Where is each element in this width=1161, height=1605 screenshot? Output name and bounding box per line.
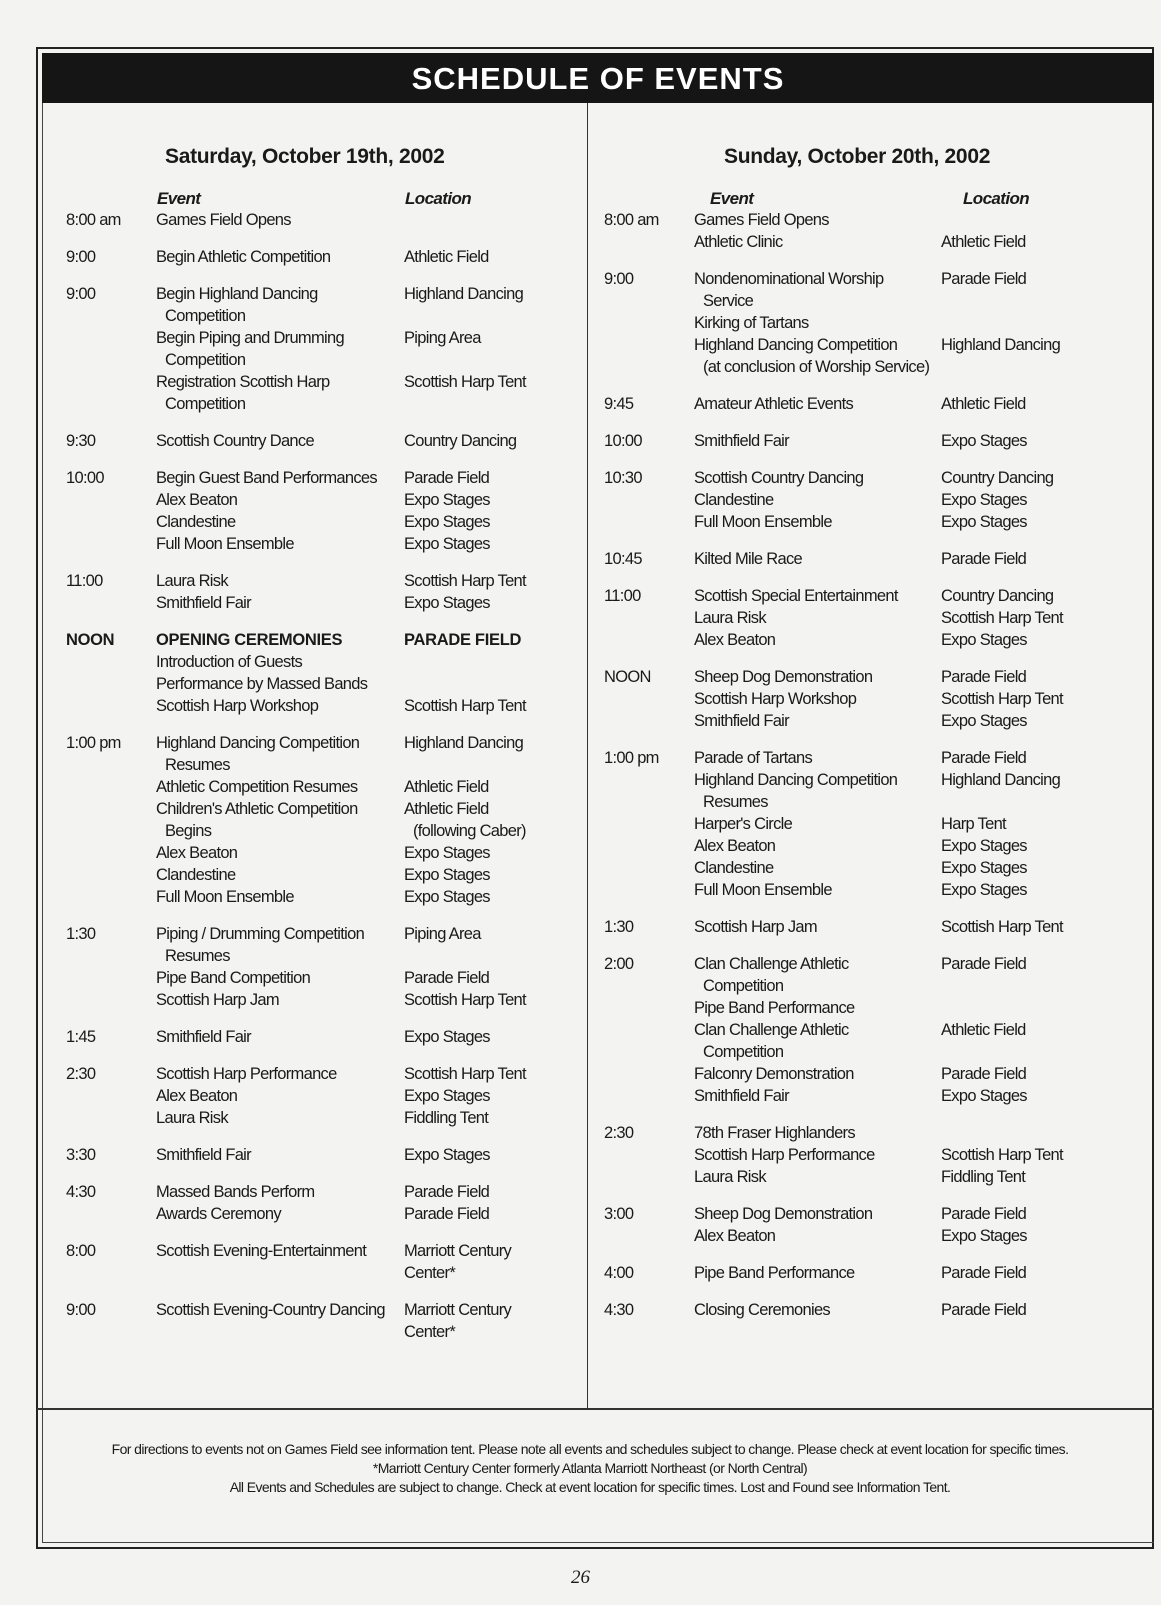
event-time: 9:30 bbox=[66, 432, 96, 450]
event-name: Clandestine bbox=[694, 859, 774, 877]
event-name: Smithfield Fair bbox=[156, 1146, 251, 1164]
event-name: Alex Beaton bbox=[694, 1227, 776, 1245]
event-name: Kirking of Tartans bbox=[694, 314, 809, 332]
event-location: Scottish Harp Tent bbox=[941, 918, 1063, 936]
event-name: Smithfield Fair bbox=[156, 1028, 251, 1046]
event-time: 8:00 bbox=[66, 1242, 96, 1260]
event-name: Closing Ceremonies bbox=[694, 1301, 830, 1319]
footer-note: For directions to events not on Games Field see information tent. Please note all events and schedules subject to change. Please check at event location for specific times. bbox=[111, 1441, 1069, 1457]
event-name: Pipe Band Performance bbox=[694, 999, 855, 1017]
event-time: NOON bbox=[604, 668, 651, 686]
event-location: Parade Field bbox=[941, 955, 1027, 973]
event-location: Parade Field bbox=[941, 749, 1027, 767]
event-location: Highland Dancing bbox=[941, 771, 1061, 789]
event-name: Children's Athletic Competition bbox=[156, 800, 358, 818]
event-time: 4:30 bbox=[604, 1301, 634, 1319]
event-time: 3:30 bbox=[66, 1146, 96, 1164]
event-time: 10:45 bbox=[604, 550, 642, 568]
event-name: (at conclusion of Worship Service) bbox=[703, 358, 930, 376]
event-location: Expo Stages bbox=[941, 513, 1027, 531]
event-name: Alex Beaton bbox=[694, 837, 776, 855]
event-name: Pipe Band Competition bbox=[156, 969, 311, 987]
event-time: 1:45 bbox=[66, 1028, 96, 1046]
event-name: Scottish Special Entertainment bbox=[694, 587, 898, 605]
event-location: Expo Stages bbox=[941, 1227, 1027, 1245]
event-time: 9:00 bbox=[604, 270, 634, 288]
event-time: 9:00 bbox=[66, 1301, 96, 1319]
sunday-event-header: Event bbox=[710, 189, 754, 208]
event-time: 1:30 bbox=[604, 918, 634, 936]
event-name: Awards Ceremony bbox=[156, 1205, 281, 1223]
event-location: Athletic Field bbox=[404, 248, 489, 266]
event-location: Country Dancing bbox=[941, 587, 1054, 605]
event-location: Parade Field bbox=[404, 1183, 490, 1201]
event-name: Massed Bands Perform bbox=[156, 1183, 315, 1201]
event-location: Parade Field bbox=[941, 1264, 1027, 1282]
event-time: 4:30 bbox=[66, 1183, 96, 1201]
event-name: Clan Challenge Athletic bbox=[694, 955, 849, 973]
event-name: Alex Beaton bbox=[156, 1087, 238, 1105]
event-location: Expo Stages bbox=[404, 866, 490, 884]
event-name: Competition bbox=[165, 307, 246, 325]
event-name: Scottish Harp Jam bbox=[156, 991, 279, 1009]
event-location: Expo Stages bbox=[404, 594, 490, 612]
event-location: Expo Stages bbox=[404, 1028, 490, 1046]
event-name: Harper's Circle bbox=[694, 815, 793, 833]
event-name: Begin Athletic Competition bbox=[156, 248, 331, 266]
event-time: 1:00 pm bbox=[66, 734, 121, 752]
event-name: Alex Beaton bbox=[694, 631, 776, 649]
event-name: Registration Scottish Harp bbox=[156, 373, 330, 391]
event-location: Highland Dancing bbox=[404, 285, 524, 303]
event-name: Sheep Dog Demonstration bbox=[694, 1205, 873, 1223]
event-location: Scottish Harp Tent bbox=[941, 609, 1063, 627]
event-name: Full Moon Ensemble bbox=[156, 888, 294, 906]
sunday-location-header: Location bbox=[963, 189, 1030, 208]
event-time: 4:00 bbox=[604, 1264, 634, 1282]
event-name: Begin Highland Dancing bbox=[156, 285, 318, 303]
event-location: (following Caber) bbox=[413, 822, 526, 840]
event-time: 10:30 bbox=[604, 469, 642, 487]
event-location: Expo Stages bbox=[404, 844, 490, 862]
event-name: Laura Risk bbox=[156, 1109, 228, 1127]
event-time: 8:00 am bbox=[66, 211, 121, 229]
footer-note: *Marriott Century Center formerly Atlanta Marriott Northeast (or North Central) bbox=[372, 1460, 808, 1476]
event-name: Resumes bbox=[703, 793, 768, 811]
event-location: Expo Stages bbox=[404, 491, 490, 509]
event-location: Athletic Field bbox=[941, 233, 1026, 251]
footer-notes bbox=[40, 1440, 1140, 1497]
event-location: Scottish Harp Tent bbox=[404, 373, 526, 391]
event-name: Scottish Country Dancing bbox=[694, 469, 864, 487]
event-location: Fiddling Tent bbox=[941, 1168, 1026, 1186]
event-name: Scottish Harp Performance bbox=[156, 1065, 337, 1083]
event-location: Expo Stages bbox=[404, 513, 490, 531]
event-location: Parade Field bbox=[941, 1205, 1027, 1223]
event-name: Pipe Band Performance bbox=[694, 1264, 855, 1282]
event-location: Expo Stages bbox=[941, 859, 1027, 877]
event-name: Scottish Evening-Country Dancing bbox=[156, 1301, 385, 1319]
event-time: 11:00 bbox=[66, 572, 103, 590]
event-time: 8:00 am bbox=[604, 211, 659, 229]
event-name: Clandestine bbox=[156, 866, 236, 884]
event-name: Smithfield Fair bbox=[694, 432, 789, 450]
footer-divider bbox=[37, 1408, 1154, 1410]
event-location: Parade Field bbox=[404, 469, 490, 487]
event-name: Smithfield Fair bbox=[694, 712, 789, 730]
event-name: Introduction of Guests bbox=[156, 653, 303, 671]
event-name: Laura Risk bbox=[694, 609, 766, 627]
event-location: Scottish Harp Tent bbox=[941, 1146, 1063, 1164]
event-location: Expo Stages bbox=[941, 712, 1027, 730]
event-name: Scottish Evening-Entertainment bbox=[156, 1242, 367, 1260]
event-location: Marriott Century bbox=[404, 1301, 512, 1319]
event-location: Highland Dancing bbox=[941, 336, 1061, 354]
event-name: Athletic Competition Resumes bbox=[156, 778, 358, 796]
event-time: 2:30 bbox=[604, 1124, 634, 1142]
event-name: Competition bbox=[165, 351, 246, 369]
event-name: Games Field Opens bbox=[694, 211, 829, 229]
event-name: Highland Dancing Competition bbox=[156, 734, 360, 752]
event-location: Fiddling Tent bbox=[404, 1109, 489, 1127]
event-location: Center* bbox=[404, 1264, 456, 1282]
event-name: Athletic Clinic bbox=[694, 233, 783, 251]
event-name: Laura Risk bbox=[156, 572, 228, 590]
event-location: Parade Field bbox=[941, 1301, 1027, 1319]
event-time: 1:30 bbox=[66, 925, 96, 943]
event-name: Laura Risk bbox=[694, 1168, 766, 1186]
column-divider bbox=[587, 103, 588, 1408]
event-name: Highland Dancing Competition bbox=[694, 771, 898, 789]
event-name: Nondenominational Worship bbox=[694, 270, 884, 288]
event-name: Smithfield Fair bbox=[156, 594, 251, 612]
event-name: Scottish Harp Workshop bbox=[694, 690, 857, 708]
event-name: Clandestine bbox=[694, 491, 774, 509]
event-time: 1:00 pm bbox=[604, 749, 659, 767]
event-location: Expo Stages bbox=[404, 888, 490, 906]
page-title: SCHEDULE OF EVENTS bbox=[42, 53, 1154, 103]
event-location: Athletic Field bbox=[941, 1021, 1026, 1039]
event-location: Expo Stages bbox=[941, 1087, 1027, 1105]
event-location: Expo Stages bbox=[404, 535, 490, 553]
event-name: Competition bbox=[703, 1043, 784, 1061]
event-name: Piping / Drumming Competition bbox=[156, 925, 365, 943]
event-location: Parade Field bbox=[404, 1205, 490, 1223]
event-name: Begins bbox=[165, 822, 212, 840]
event-location: Scottish Harp Tent bbox=[404, 572, 526, 590]
event-location: Expo Stages bbox=[941, 631, 1027, 649]
event-location: Scottish Harp Tent bbox=[404, 697, 526, 715]
event-location: Scottish Harp Tent bbox=[941, 690, 1063, 708]
event-time: NOON bbox=[66, 631, 115, 649]
event-location: Athletic Field bbox=[404, 800, 489, 818]
event-name: Alex Beaton bbox=[156, 844, 238, 862]
event-time: 3:00 bbox=[604, 1205, 634, 1223]
event-name: Scottish Harp Jam bbox=[694, 918, 817, 936]
event-time: 9:00 bbox=[66, 248, 96, 266]
event-name: Competition bbox=[165, 395, 246, 413]
event-name: Competition bbox=[703, 977, 784, 995]
event-name: Scottish Harp Performance bbox=[694, 1146, 875, 1164]
event-time: 11:00 bbox=[604, 587, 641, 605]
sunday-heading: Sunday, October 20th, 2002 bbox=[724, 145, 991, 168]
event-name: Sheep Dog Demonstration bbox=[694, 668, 873, 686]
event-name: Smithfield Fair bbox=[694, 1087, 789, 1105]
event-location: Piping Area bbox=[404, 925, 481, 943]
event-name: Resumes bbox=[165, 947, 230, 965]
event-name: Highland Dancing Competition bbox=[694, 336, 898, 354]
event-name: 78th Fraser Highlanders bbox=[694, 1124, 855, 1142]
event-location: Expo Stages bbox=[404, 1146, 490, 1164]
event-location: Athletic Field bbox=[404, 778, 489, 796]
event-location: Marriott Century bbox=[404, 1242, 512, 1260]
page-number: 26 bbox=[571, 1567, 590, 1588]
event-name: Alex Beaton bbox=[156, 491, 238, 509]
event-location: Parade Field bbox=[941, 668, 1027, 686]
saturday-location-header: Location bbox=[405, 189, 472, 208]
event-name: Full Moon Ensemble bbox=[694, 513, 832, 531]
event-time: 10:00 bbox=[66, 469, 104, 487]
event-location: Center* bbox=[404, 1323, 456, 1341]
event-location: Harp Tent bbox=[941, 815, 1006, 833]
event-location: Scottish Harp Tent bbox=[404, 1065, 526, 1083]
event-time: 9:00 bbox=[66, 285, 96, 303]
event-location: Scottish Harp Tent bbox=[404, 991, 526, 1009]
event-location: Expo Stages bbox=[941, 432, 1027, 450]
event-location: Expo Stages bbox=[941, 881, 1027, 899]
event-location: Parade Field bbox=[941, 1065, 1027, 1083]
saturday-event-header: Event bbox=[157, 189, 201, 208]
event-name: Service bbox=[703, 292, 754, 310]
event-location: Parade Field bbox=[941, 270, 1027, 288]
event-name: Resumes bbox=[165, 756, 230, 774]
event-location: Expo Stages bbox=[941, 837, 1027, 855]
event-name: Begin Guest Band Performances bbox=[156, 469, 377, 487]
event-location: Expo Stages bbox=[941, 491, 1027, 509]
event-name: Games Field Opens bbox=[156, 211, 291, 229]
event-location: PARADE FIELD bbox=[404, 631, 522, 649]
event-name: Clandestine bbox=[156, 513, 236, 531]
event-location: Country Dancing bbox=[941, 469, 1054, 487]
event-location: Athletic Field bbox=[941, 395, 1026, 413]
event-location: Expo Stages bbox=[404, 1087, 490, 1105]
event-name: OPENING CEREMONIES bbox=[156, 631, 343, 649]
event-name: Begin Piping and Drumming bbox=[156, 329, 344, 347]
event-location: Piping Area bbox=[404, 329, 481, 347]
event-location: Parade Field bbox=[404, 969, 490, 987]
event-name: Amateur Athletic Events bbox=[694, 395, 854, 413]
event-time: 10:00 bbox=[604, 432, 642, 450]
event-name: Full Moon Ensemble bbox=[694, 881, 832, 899]
event-time: 9:45 bbox=[604, 395, 634, 413]
footer-note: All Events and Schedules are subject to change. Check at event location for specific times. Lost and Found see Information Tent. bbox=[229, 1479, 951, 1495]
event-location: Highland Dancing bbox=[404, 734, 524, 752]
event-name: Scottish Country Dance bbox=[156, 432, 314, 450]
event-name: Kilted Mile Race bbox=[694, 550, 803, 568]
event-name: Full Moon Ensemble bbox=[156, 535, 294, 553]
event-name: Falconry Demonstration bbox=[694, 1065, 854, 1083]
event-name: Scottish Harp Workshop bbox=[156, 697, 319, 715]
event-name: Parade of Tartans bbox=[694, 749, 813, 767]
event-location: Country Dancing bbox=[404, 432, 517, 450]
event-time: 2:30 bbox=[66, 1065, 96, 1083]
event-name: Performance by Massed Bands bbox=[156, 675, 368, 693]
saturday-heading: Saturday, October 19th, 2002 bbox=[165, 145, 445, 168]
event-time: 2:00 bbox=[604, 955, 634, 973]
event-location: Parade Field bbox=[941, 550, 1027, 568]
event-name: Clan Challenge Athletic bbox=[694, 1021, 849, 1039]
